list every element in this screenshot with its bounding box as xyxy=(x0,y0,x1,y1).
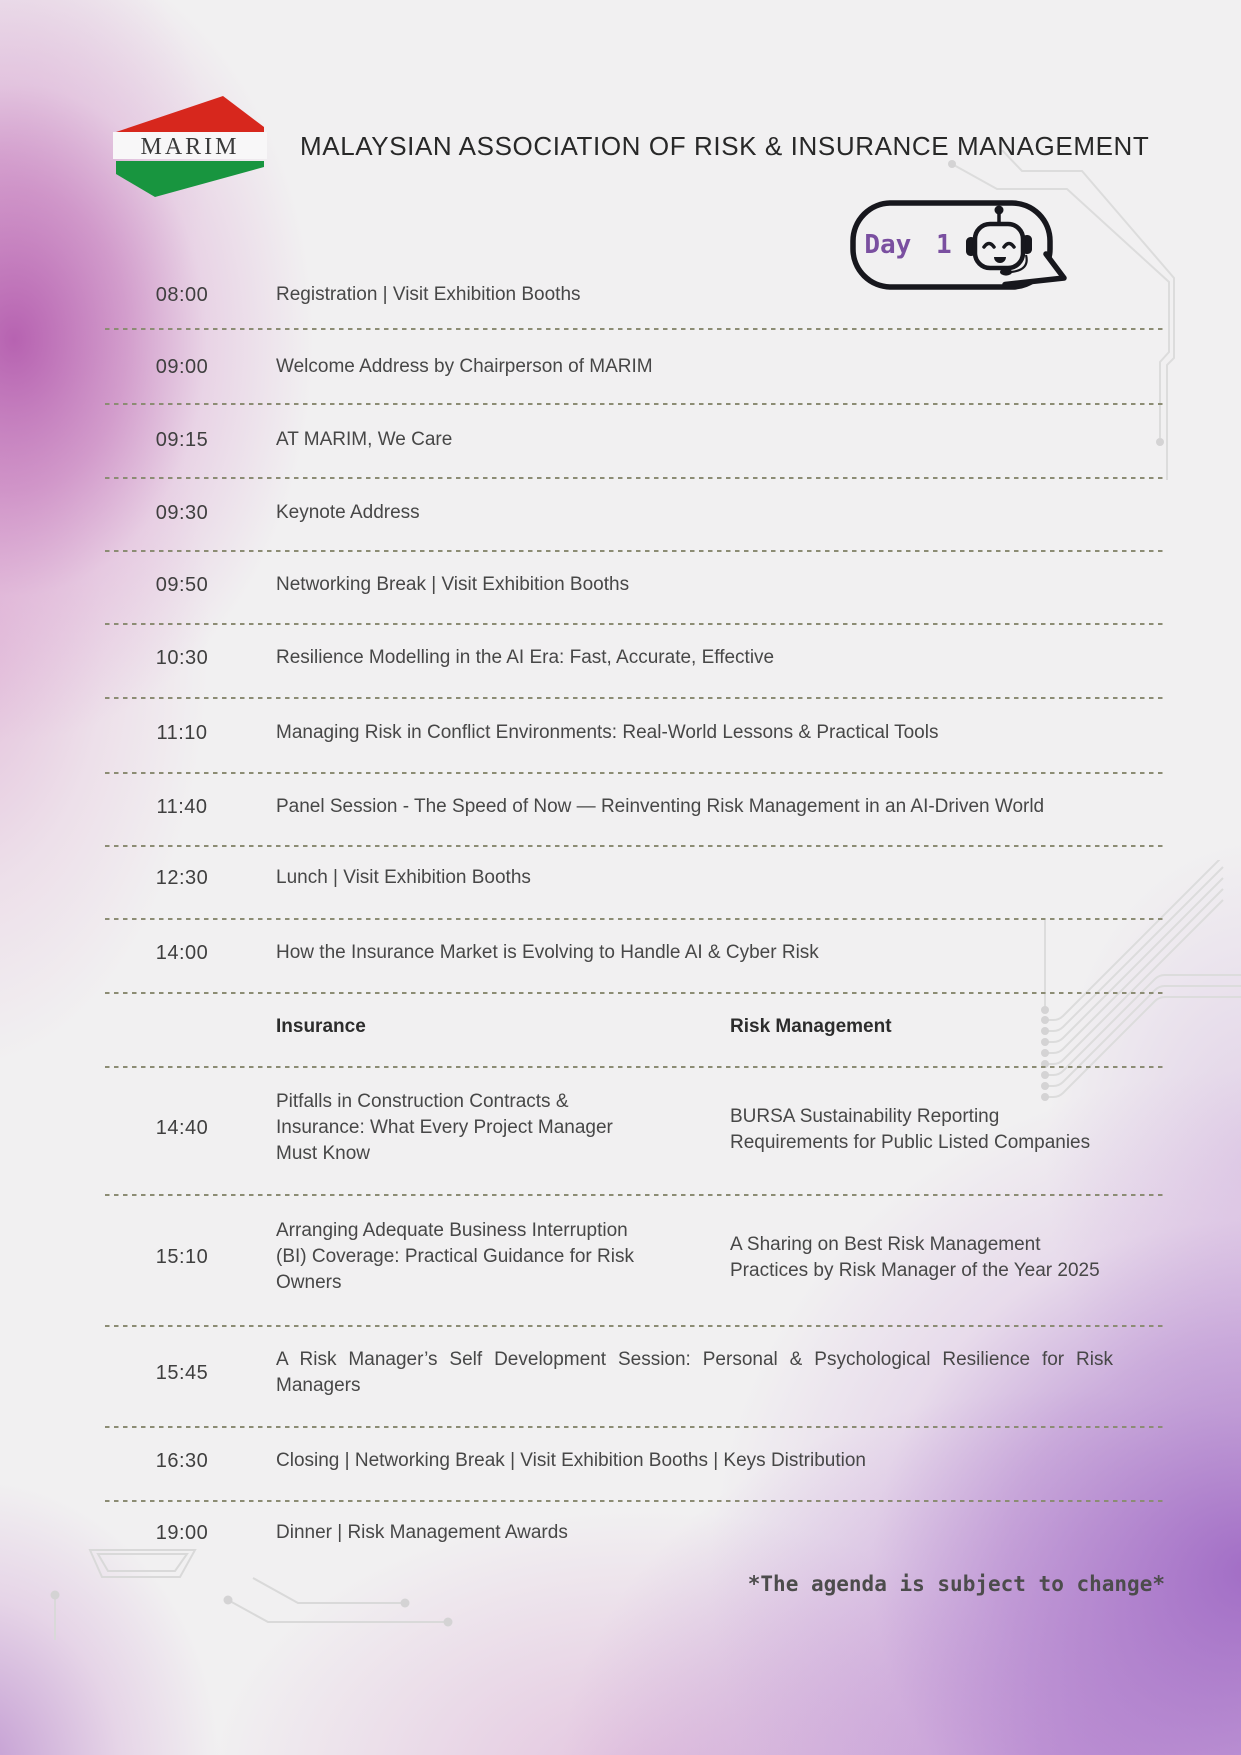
agenda-item: A Risk Manager’s Self Development Session: Personal & Psychological Resilience for Risk Managers xyxy=(276,1349,1113,1396)
row-divider xyxy=(105,477,1167,479)
row-divider xyxy=(105,1066,1167,1068)
agenda-time: 09:30 xyxy=(155,502,209,524)
agenda-time: 11:40 xyxy=(156,796,208,818)
agenda-time: 19:00 xyxy=(155,1522,209,1544)
row-divider xyxy=(105,845,1167,847)
agenda-time: 08:00 xyxy=(155,284,209,306)
agenda-time: 09:00 xyxy=(155,356,209,378)
row-divider xyxy=(105,918,1167,920)
agenda-item: Resilience Modelling in the AI Era: Fast, Accurate, Effective xyxy=(276,647,775,668)
agenda-item-risk: A Sharing on Best Risk Management Practices by Risk Manager of the Year 2025 xyxy=(730,1234,1100,1281)
agenda-item: AT MARIM, We Care xyxy=(276,429,453,450)
row-divider xyxy=(105,992,1167,994)
agenda-item-insurance: Arranging Adequate Business Interruption (BI) Coverage: Practical Guidance for Risk Owners xyxy=(276,1220,634,1293)
track-header-insurance: Insurance xyxy=(276,1016,366,1037)
row-divider xyxy=(105,1500,1167,1502)
agenda-time: 11:10 xyxy=(156,722,208,744)
row-divider xyxy=(105,623,1167,625)
row-divider xyxy=(105,328,1167,330)
agenda-time: 16:30 xyxy=(155,1450,209,1472)
agenda-item: Lunch | Visit Exhibition Booths xyxy=(276,867,531,888)
row-divider xyxy=(105,1325,1167,1327)
page-title: MALAYSIAN ASSOCIATION OF RISK & INSURANCE MANAGEMENT xyxy=(300,131,1150,161)
agenda-disclaimer: *The agenda is subject to change* xyxy=(747,1572,1165,1596)
track-header-risk-management: Risk Management xyxy=(730,1016,892,1037)
agenda-time: 09:15 xyxy=(155,429,209,451)
agenda-item: How the Insurance Market is Evolving to Handle AI & Cyber Risk xyxy=(276,942,819,963)
row-divider xyxy=(105,772,1167,774)
agenda-item: Keynote Address xyxy=(276,502,420,523)
agenda-item: Networking Break | Visit Exhibition Booths xyxy=(276,574,630,595)
agenda-time: 10:30 xyxy=(155,647,209,669)
agenda-item-insurance: Pitfalls in Construction Contracts & Insurance: What Every Project Manager Must Know xyxy=(276,1091,613,1164)
circuit-trace-bottom-left xyxy=(40,1545,460,1655)
agenda-time: 15:10 xyxy=(155,1246,209,1268)
marim-logo xyxy=(113,95,267,198)
agenda-item: Managing Risk in Conflict Environments: Real-World Lessons & Practical Tools xyxy=(276,722,939,743)
agenda-time: 12:30 xyxy=(155,867,209,889)
day-badge: Day 1 xyxy=(864,230,952,260)
marim-logo-text: MARIM xyxy=(140,134,240,160)
agenda-time: 15:45 xyxy=(155,1362,209,1384)
agenda-time: 14:00 xyxy=(155,942,209,964)
row-divider xyxy=(105,1194,1167,1196)
agenda-item: Dinner | Risk Management Awards xyxy=(276,1522,568,1543)
row-divider xyxy=(105,403,1167,405)
agenda-item: Registration | Visit Exhibition Booths xyxy=(276,284,581,305)
agenda-item: Welcome Address by Chairperson of MARIM xyxy=(276,356,653,377)
agenda-time: 09:50 xyxy=(155,574,209,596)
agenda-item: Panel Session - The Speed of Now — Reinventing Risk Management in an AI-Driven World xyxy=(276,796,1045,817)
agenda-item: Closing | Networking Break | Visit Exhibition Booths | Keys Distribution xyxy=(276,1450,866,1471)
agenda-item-risk: BURSA Sustainability Reporting Requirements for Public Listed Companies xyxy=(730,1106,1091,1153)
agenda-time: 14:40 xyxy=(155,1117,209,1139)
row-divider xyxy=(105,1426,1167,1428)
row-divider xyxy=(105,697,1167,699)
row-divider xyxy=(105,550,1167,552)
